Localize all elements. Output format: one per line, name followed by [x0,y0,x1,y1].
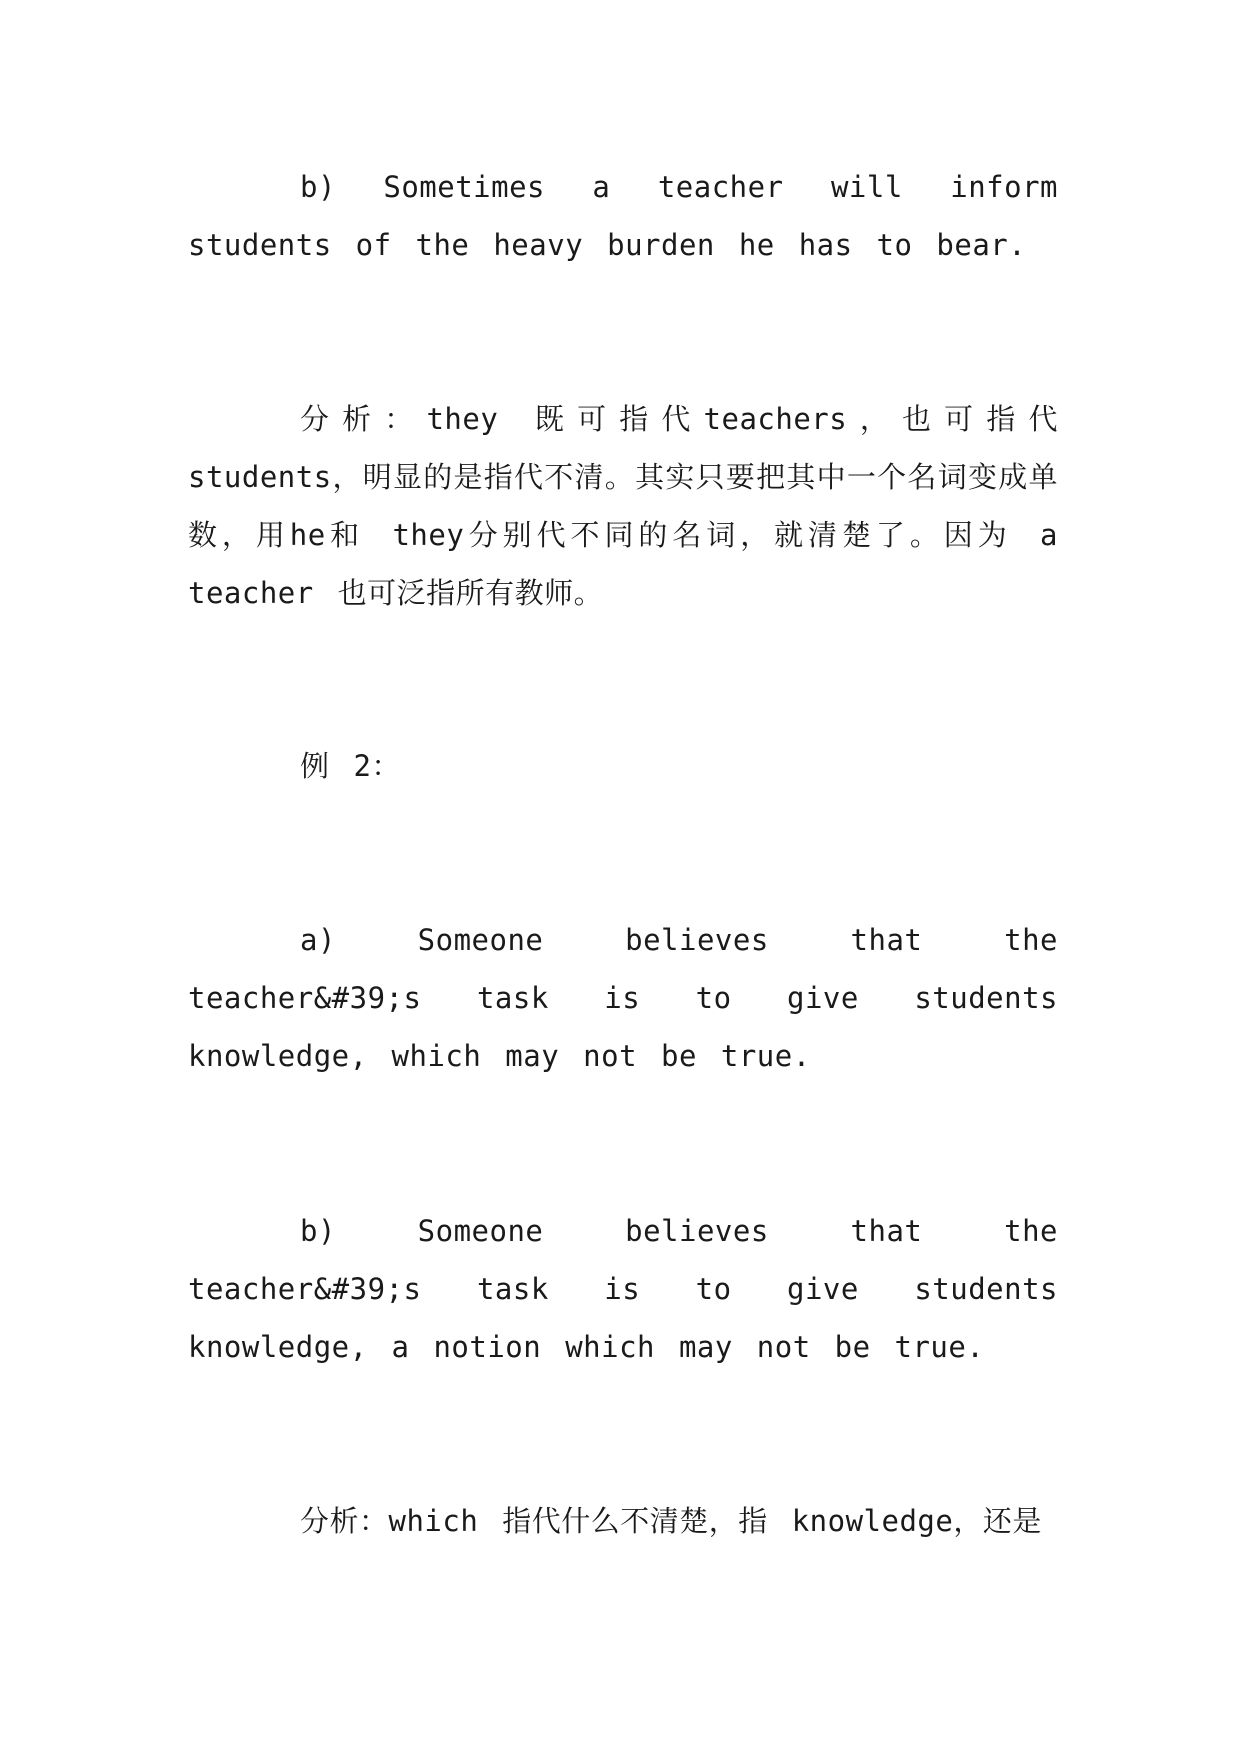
paragraph-analysis-2: 分析：which 指代什么不清楚，指 knowledge，还是 [300,1504,1042,1538]
paragraph-example2-heading: 例 2： [300,749,401,783]
paragraph-example2-a: a) Someone believes that the teacher&#39;s task is to give students knowledge, which may not be true. [188,923,1058,1073]
paragraph-example2-b: b) Someone believes that the teacher&#39;s task is to give students knowledge, a notion which may not be true. [188,1214,1058,1364]
paragraph-example1-b: b) Sometimes a teacher will inform students of the heavy burden he has to bear. [188,170,1058,262]
paragraph-analysis-1: 分析：they 既可指代teachers，也可指代 students，明显的是指代不清。其实只要把其中一个名词变成单数，用he和 they分别代不同的名词，就清楚了。因为 a teacher 也可泛指所有教师。 [188,402,1058,610]
